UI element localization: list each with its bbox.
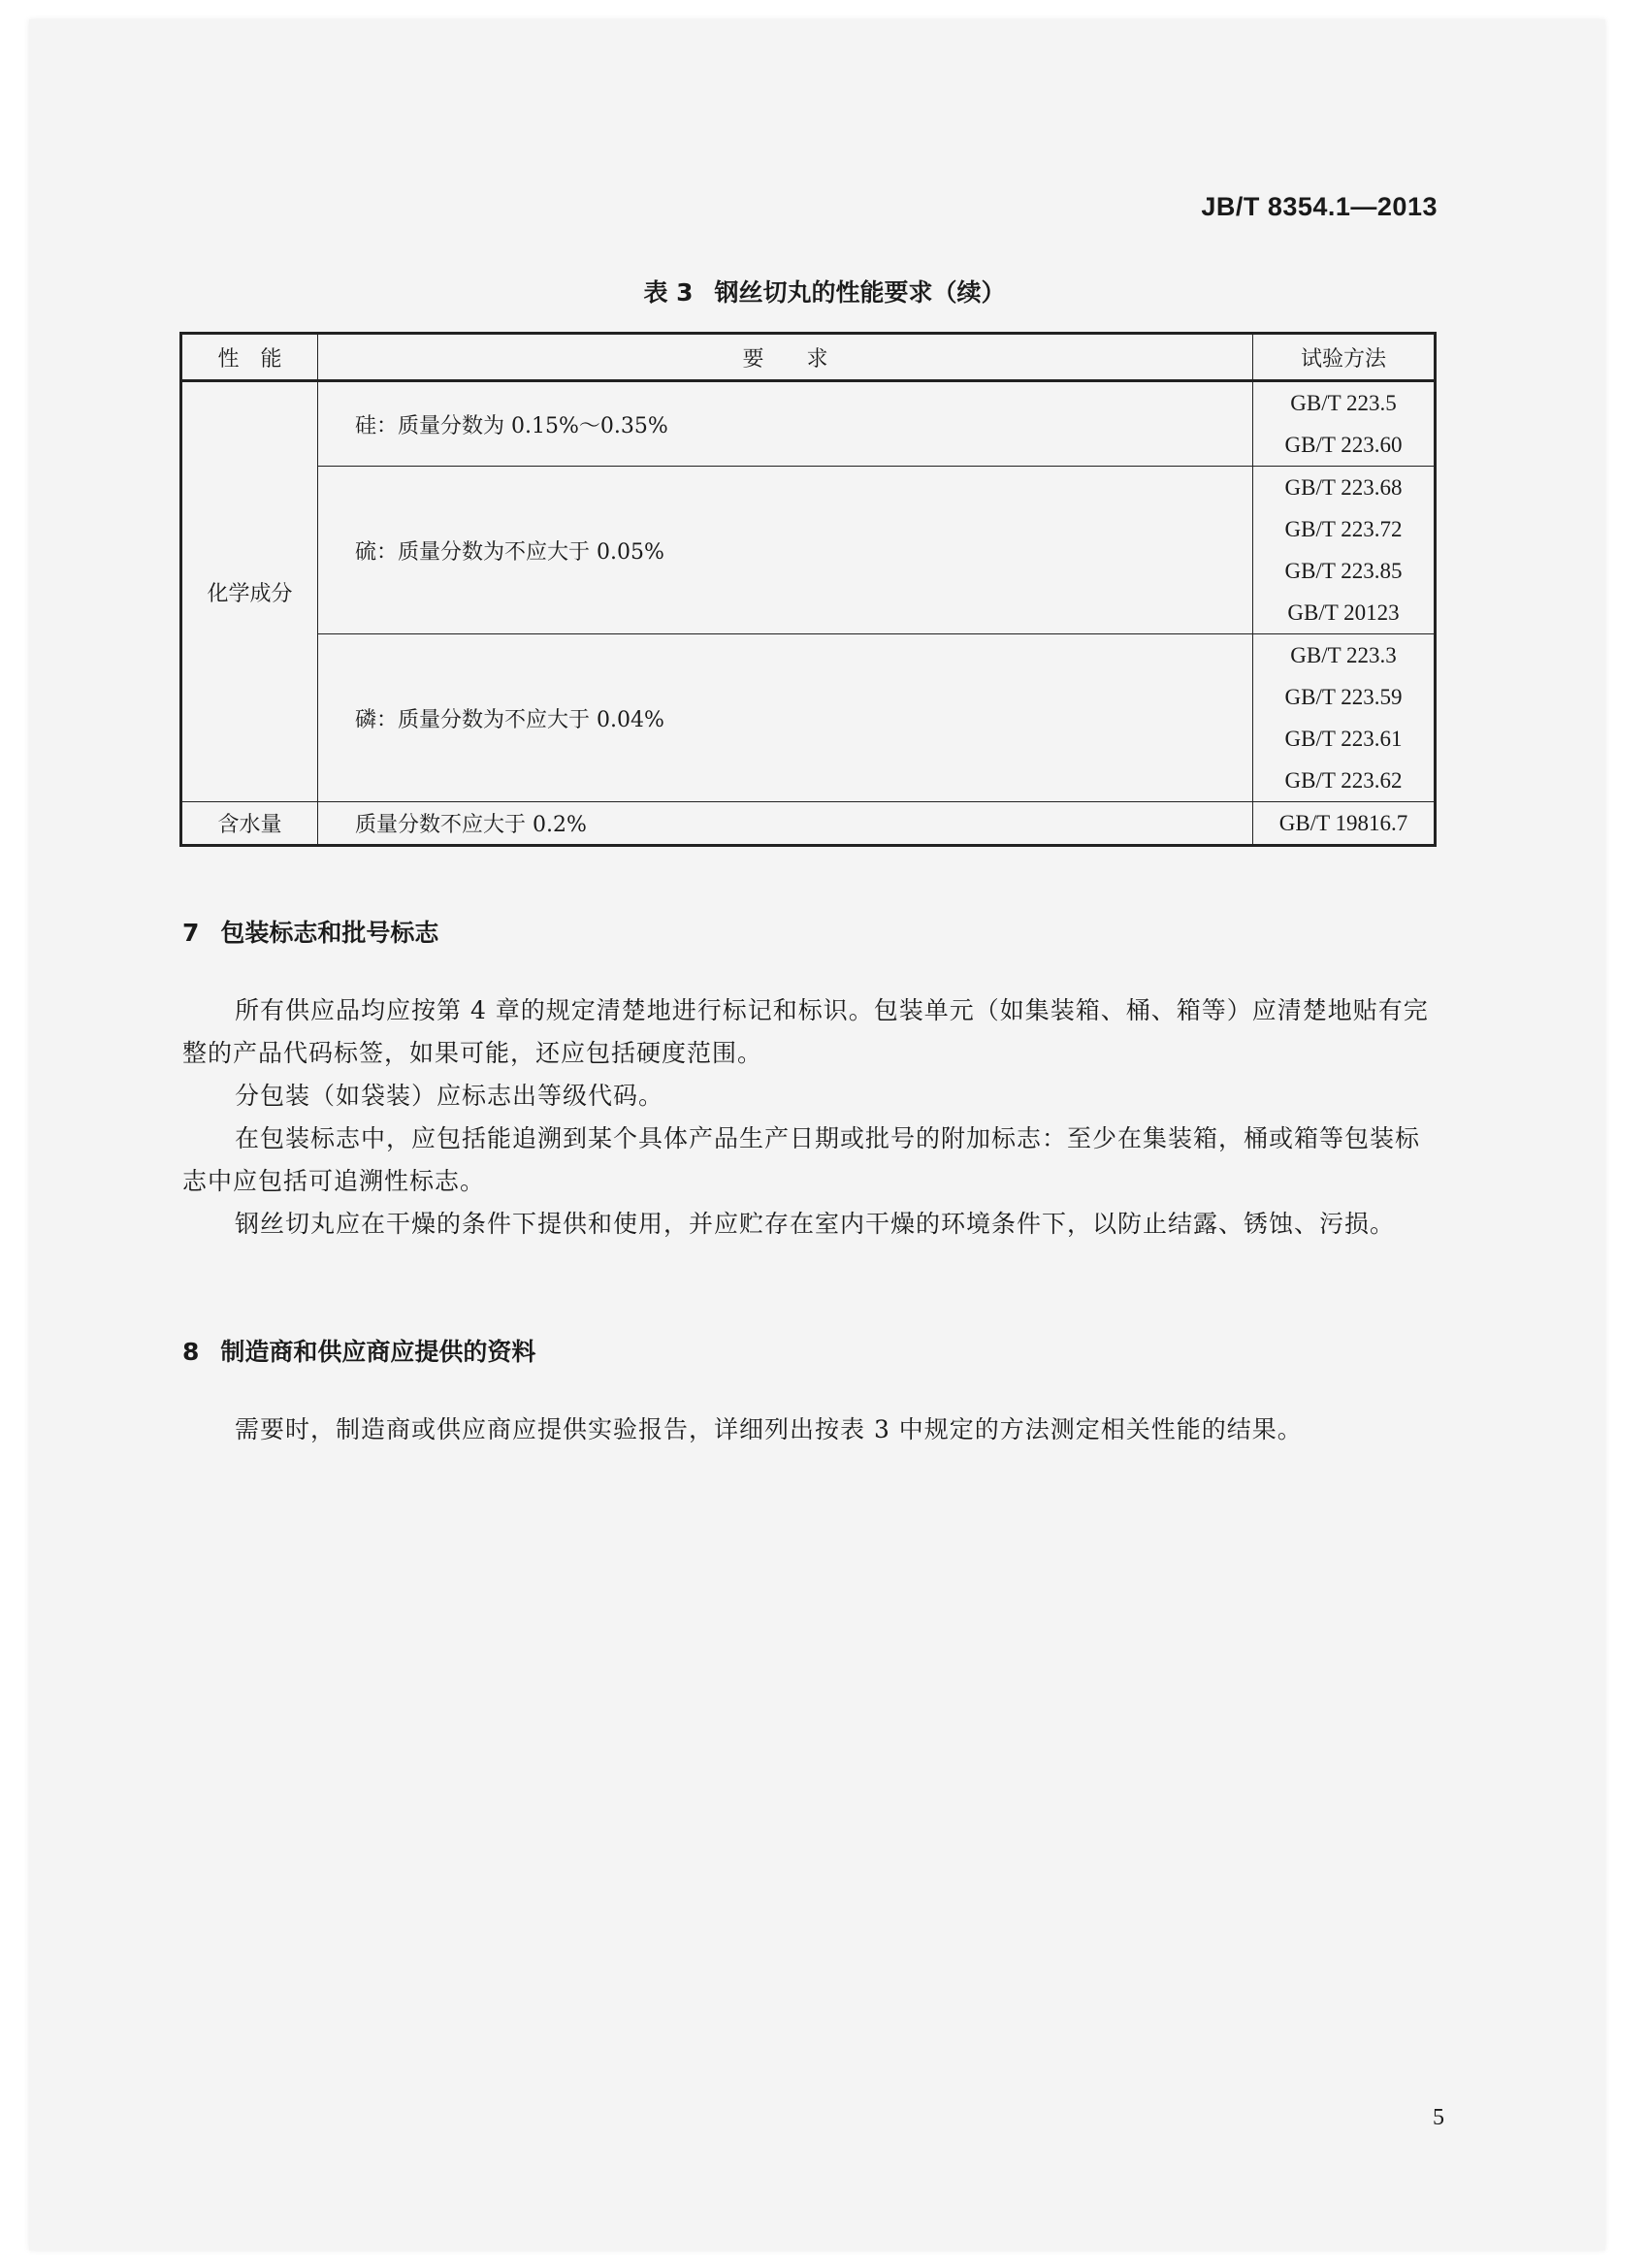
requirement-moisture: 质量分数不应大于 0.2% <box>318 802 1253 846</box>
section-7-heading <box>182 914 438 949</box>
table-row-phosphorus <box>181 634 1436 802</box>
page-number: 5 <box>1433 2105 1444 2130</box>
header-test-method: 试验方法 <box>1253 334 1436 381</box>
section-8-paragraph: 需要时，制造商或供应商应提供实验报告，详细列出按表 3 中规定的方法测定相关性能的结果。 <box>235 1415 1303 1443</box>
requirement-silicon: 硅：质量分数为 0.15%～0.35% <box>318 381 1253 467</box>
method-item: GB/T 223.3 <box>1290 643 1397 667</box>
performance-requirements-table <box>179 332 1437 847</box>
table-caption-text: 钢丝切丸的性能要求（续） <box>714 278 1006 307</box>
section-7-number: 7 <box>182 919 200 947</box>
table-caption-number: 表 3 <box>643 278 694 307</box>
table-header-row <box>181 334 1436 381</box>
document-code: JB/T 8354.1—2013 <box>1201 192 1438 221</box>
section-7-paragraph: 分包装（如袋装）应标志出等级代码。 <box>235 1082 664 1110</box>
method-item: GB/T 223.60 <box>1284 433 1403 457</box>
method-item: GB/T 223.61 <box>1284 727 1403 751</box>
header-requirement: 要 求 <box>318 334 1253 381</box>
section-8-title: 制造商和供应商应提供的资料 <box>220 1338 536 1366</box>
section-7-title: 包装标志和批号标志 <box>220 919 439 947</box>
method-item: GB/T 223.5 <box>1290 391 1397 415</box>
method-item: GB/T 223.59 <box>1284 685 1403 709</box>
method-item: GB/T 20123 <box>1287 600 1400 625</box>
methods-sulfur <box>1253 467 1436 634</box>
table-row-silicon <box>181 381 1436 467</box>
method-moisture: GB/T 19816.7 <box>1253 802 1436 846</box>
table-row-sulfur <box>181 467 1436 634</box>
section-7-paragraph: 所有供应品均应按第 4 章的规定清楚地进行标记和标识。包装单元（如集装箱、桶、箱等）应清楚地贴有完整的产品代码标签，如果可能，还应包括硬度范围。 <box>182 996 1429 1067</box>
requirement-sulfur: 硫：质量分数为不应大于 0.05% <box>318 467 1253 634</box>
section-7-paragraph: 在包装标志中，应包括能追溯到某个具体产品生产日期或批号的附加标志：至少在集装箱，桶或箱等包装标志中应包括可追溯性标志。 <box>182 1124 1421 1195</box>
section-7-paragraph: 钢丝切丸应在干燥的条件下提供和使用，并应贮存在室内干燥的环境条件下，以防止结露、锈蚀、污损。 <box>235 1210 1396 1238</box>
section-8-number: 8 <box>182 1338 200 1366</box>
methods-phosphorus <box>1253 634 1436 802</box>
section-8-heading <box>182 1333 535 1368</box>
moisture-label: 含水量 <box>181 802 318 846</box>
table-row-moisture <box>181 802 1436 846</box>
methods-silicon <box>1253 381 1436 467</box>
method-item: GB/T 223.85 <box>1284 559 1403 583</box>
method-item: GB/T 223.72 <box>1284 517 1403 541</box>
chem-composition-label: 化学成分 <box>181 381 318 802</box>
method-item: GB/T 223.68 <box>1284 475 1403 500</box>
requirement-phosphorus: 磷：质量分数为不应大于 0.04% <box>318 634 1253 802</box>
header-property: 性 能 <box>181 334 318 381</box>
method-item: GB/T 223.62 <box>1284 768 1403 793</box>
table-caption <box>0 274 1649 308</box>
